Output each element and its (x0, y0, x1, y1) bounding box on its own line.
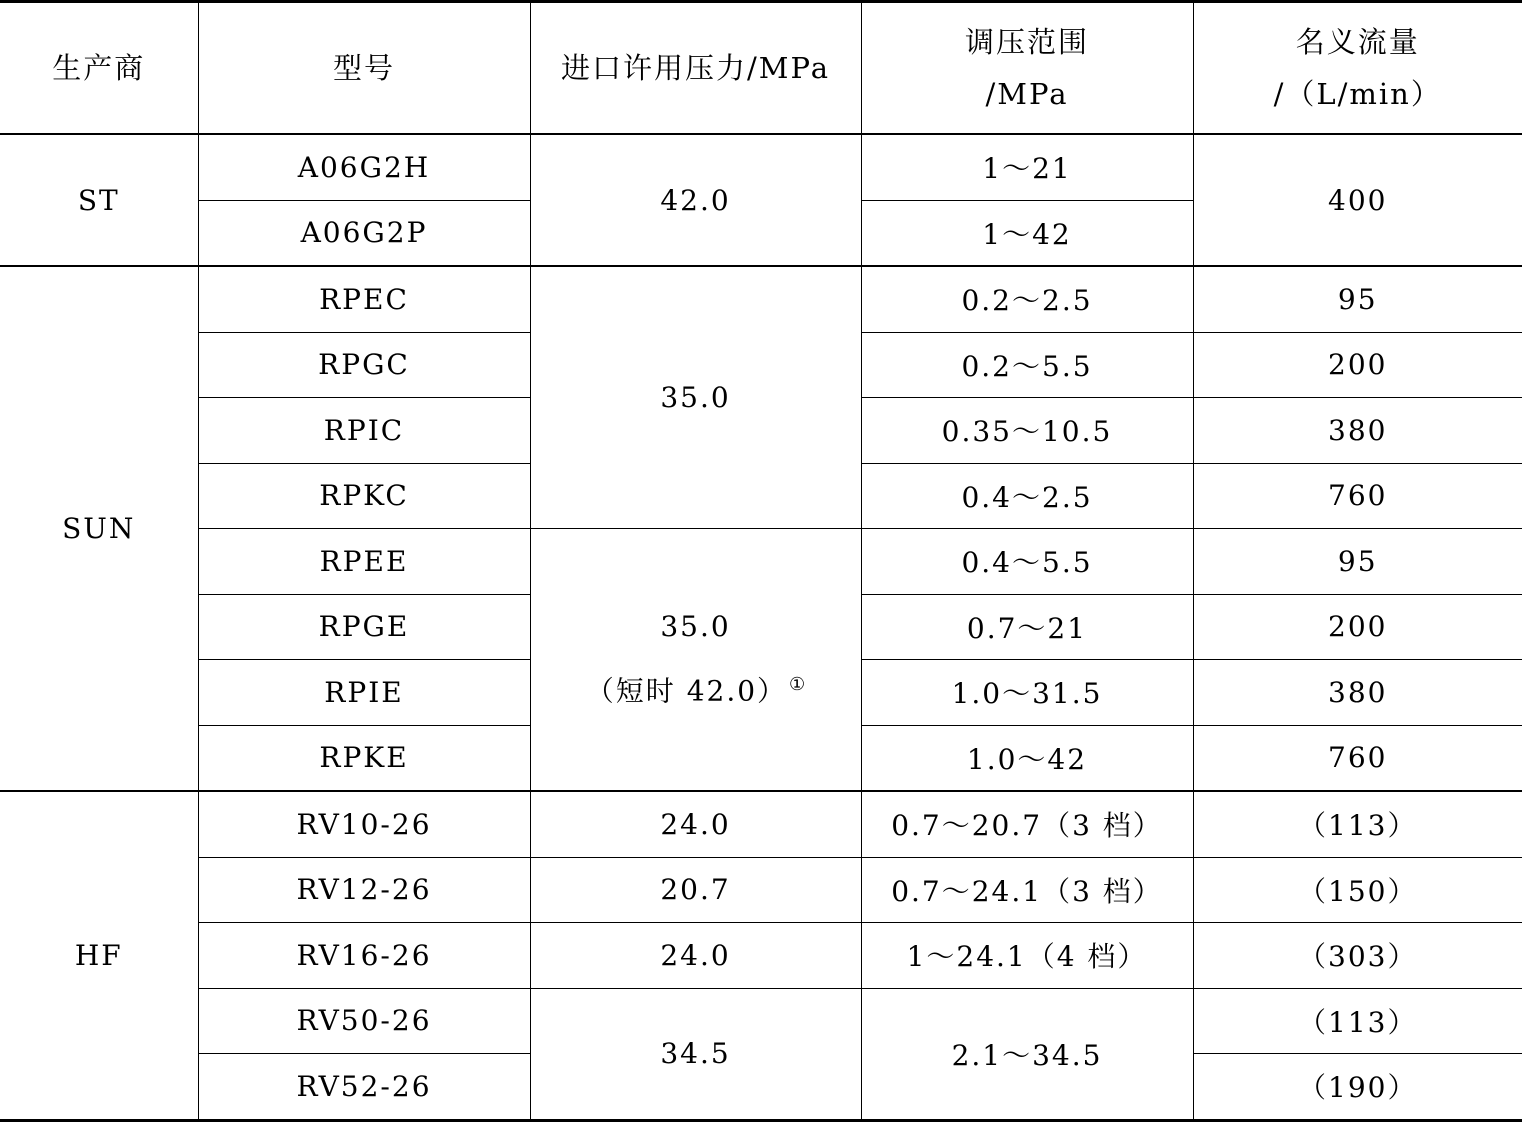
table-row (0, 791, 1522, 857)
model-cell: RPEE (198, 529, 530, 595)
flow-cell: 200 (1193, 332, 1522, 398)
flow-cell: 760 (1193, 725, 1522, 791)
model-cell: RPKC (198, 463, 530, 529)
flow-cell: （303） (1193, 923, 1522, 989)
range-cell: 0.2～2.5 (861, 266, 1193, 332)
manufacturer-cell: SUN (0, 266, 198, 791)
range-cell: 0.4～2.5 (861, 463, 1193, 529)
manufacturer-cell: ST (0, 134, 198, 266)
range-cell: 2.1～34.5 (861, 988, 1193, 1120)
pressure-cell: 24.0 (530, 923, 861, 989)
range-cell: 1.0～42 (861, 725, 1193, 791)
pressure-cell (530, 529, 861, 792)
range-cell: 0.7～24.1（3 档） (861, 857, 1193, 923)
range-cell: 0.4～5.5 (861, 529, 1193, 595)
header-flow-unit: /（L/min） (1273, 77, 1442, 111)
model-cell: RPGE (198, 594, 530, 660)
flow-cell: 95 (1193, 529, 1522, 595)
flow-cell: （150） (1193, 857, 1522, 923)
header-range-title: 调压范围 (964, 25, 1089, 59)
pressure-note-text: （短时 42.0） (585, 674, 788, 708)
range-cell: 0.7～20.7（3 档） (861, 791, 1193, 857)
header-model: 型号 (198, 2, 530, 135)
pressure-cell: 35.0 (530, 266, 861, 529)
pressure-cell: 24.0 (530, 791, 861, 857)
header-range-unit: /MPa (985, 77, 1069, 111)
flow-cell: 760 (1193, 463, 1522, 529)
model-cell: RPIE (198, 660, 530, 726)
header-inlet-pressure: 进口许用压力/MPa (530, 2, 861, 135)
footnote-mark: ① (789, 674, 806, 696)
header-flow-title: 名义流量 (1295, 25, 1420, 59)
model-cell: RV10-26 (198, 791, 530, 857)
flow-cell: （190） (1193, 1054, 1522, 1121)
pressure-value: 35.0 (660, 610, 731, 644)
flow-cell: 400 (1193, 134, 1522, 266)
header-manufacturer: 生产商 (0, 2, 198, 135)
range-cell: 1～24.1（4 档） (861, 923, 1193, 989)
table-row (0, 529, 1522, 595)
range-cell: 0.35～10.5 (861, 398, 1193, 464)
model-cell: RV52-26 (198, 1054, 530, 1121)
table-row (0, 988, 1522, 1054)
model-cell: A06G2H (198, 134, 530, 200)
pressure-note (531, 656, 861, 720)
flow-cell: 95 (1193, 266, 1522, 332)
header-row (0, 2, 1522, 135)
pressure-cell: 20.7 (530, 857, 861, 923)
model-cell: RV50-26 (198, 988, 530, 1054)
model-cell: RPEC (198, 266, 530, 332)
table-row (0, 266, 1522, 332)
model-cell: A06G2P (198, 200, 530, 266)
flow-cell: 200 (1193, 594, 1522, 660)
model-cell: RV12-26 (198, 857, 530, 923)
manufacturer-cell: HF (0, 791, 198, 1120)
model-cell: RPIC (198, 398, 530, 464)
flow-cell: （113） (1193, 988, 1522, 1054)
table-row (0, 857, 1522, 923)
pressure-cell: 42.0 (530, 134, 861, 266)
range-cell: 1～42 (861, 200, 1193, 266)
flow-cell: 380 (1193, 660, 1522, 726)
header-range (861, 2, 1193, 135)
flow-cell: 380 (1193, 398, 1522, 464)
table-row (0, 134, 1522, 200)
range-cell: 0.7～21 (861, 594, 1193, 660)
range-cell: 1.0～31.5 (861, 660, 1193, 726)
pressure-cell: 34.5 (530, 988, 861, 1120)
model-cell: RPKE (198, 725, 530, 791)
table-row (0, 923, 1522, 989)
flow-cell: （113） (1193, 791, 1522, 857)
model-cell: RV16-26 (198, 923, 530, 989)
header-flow (1193, 2, 1522, 135)
model-cell: RPGC (198, 332, 530, 398)
range-cell: 1～21 (861, 134, 1193, 200)
range-cell: 0.2～5.5 (861, 332, 1193, 398)
